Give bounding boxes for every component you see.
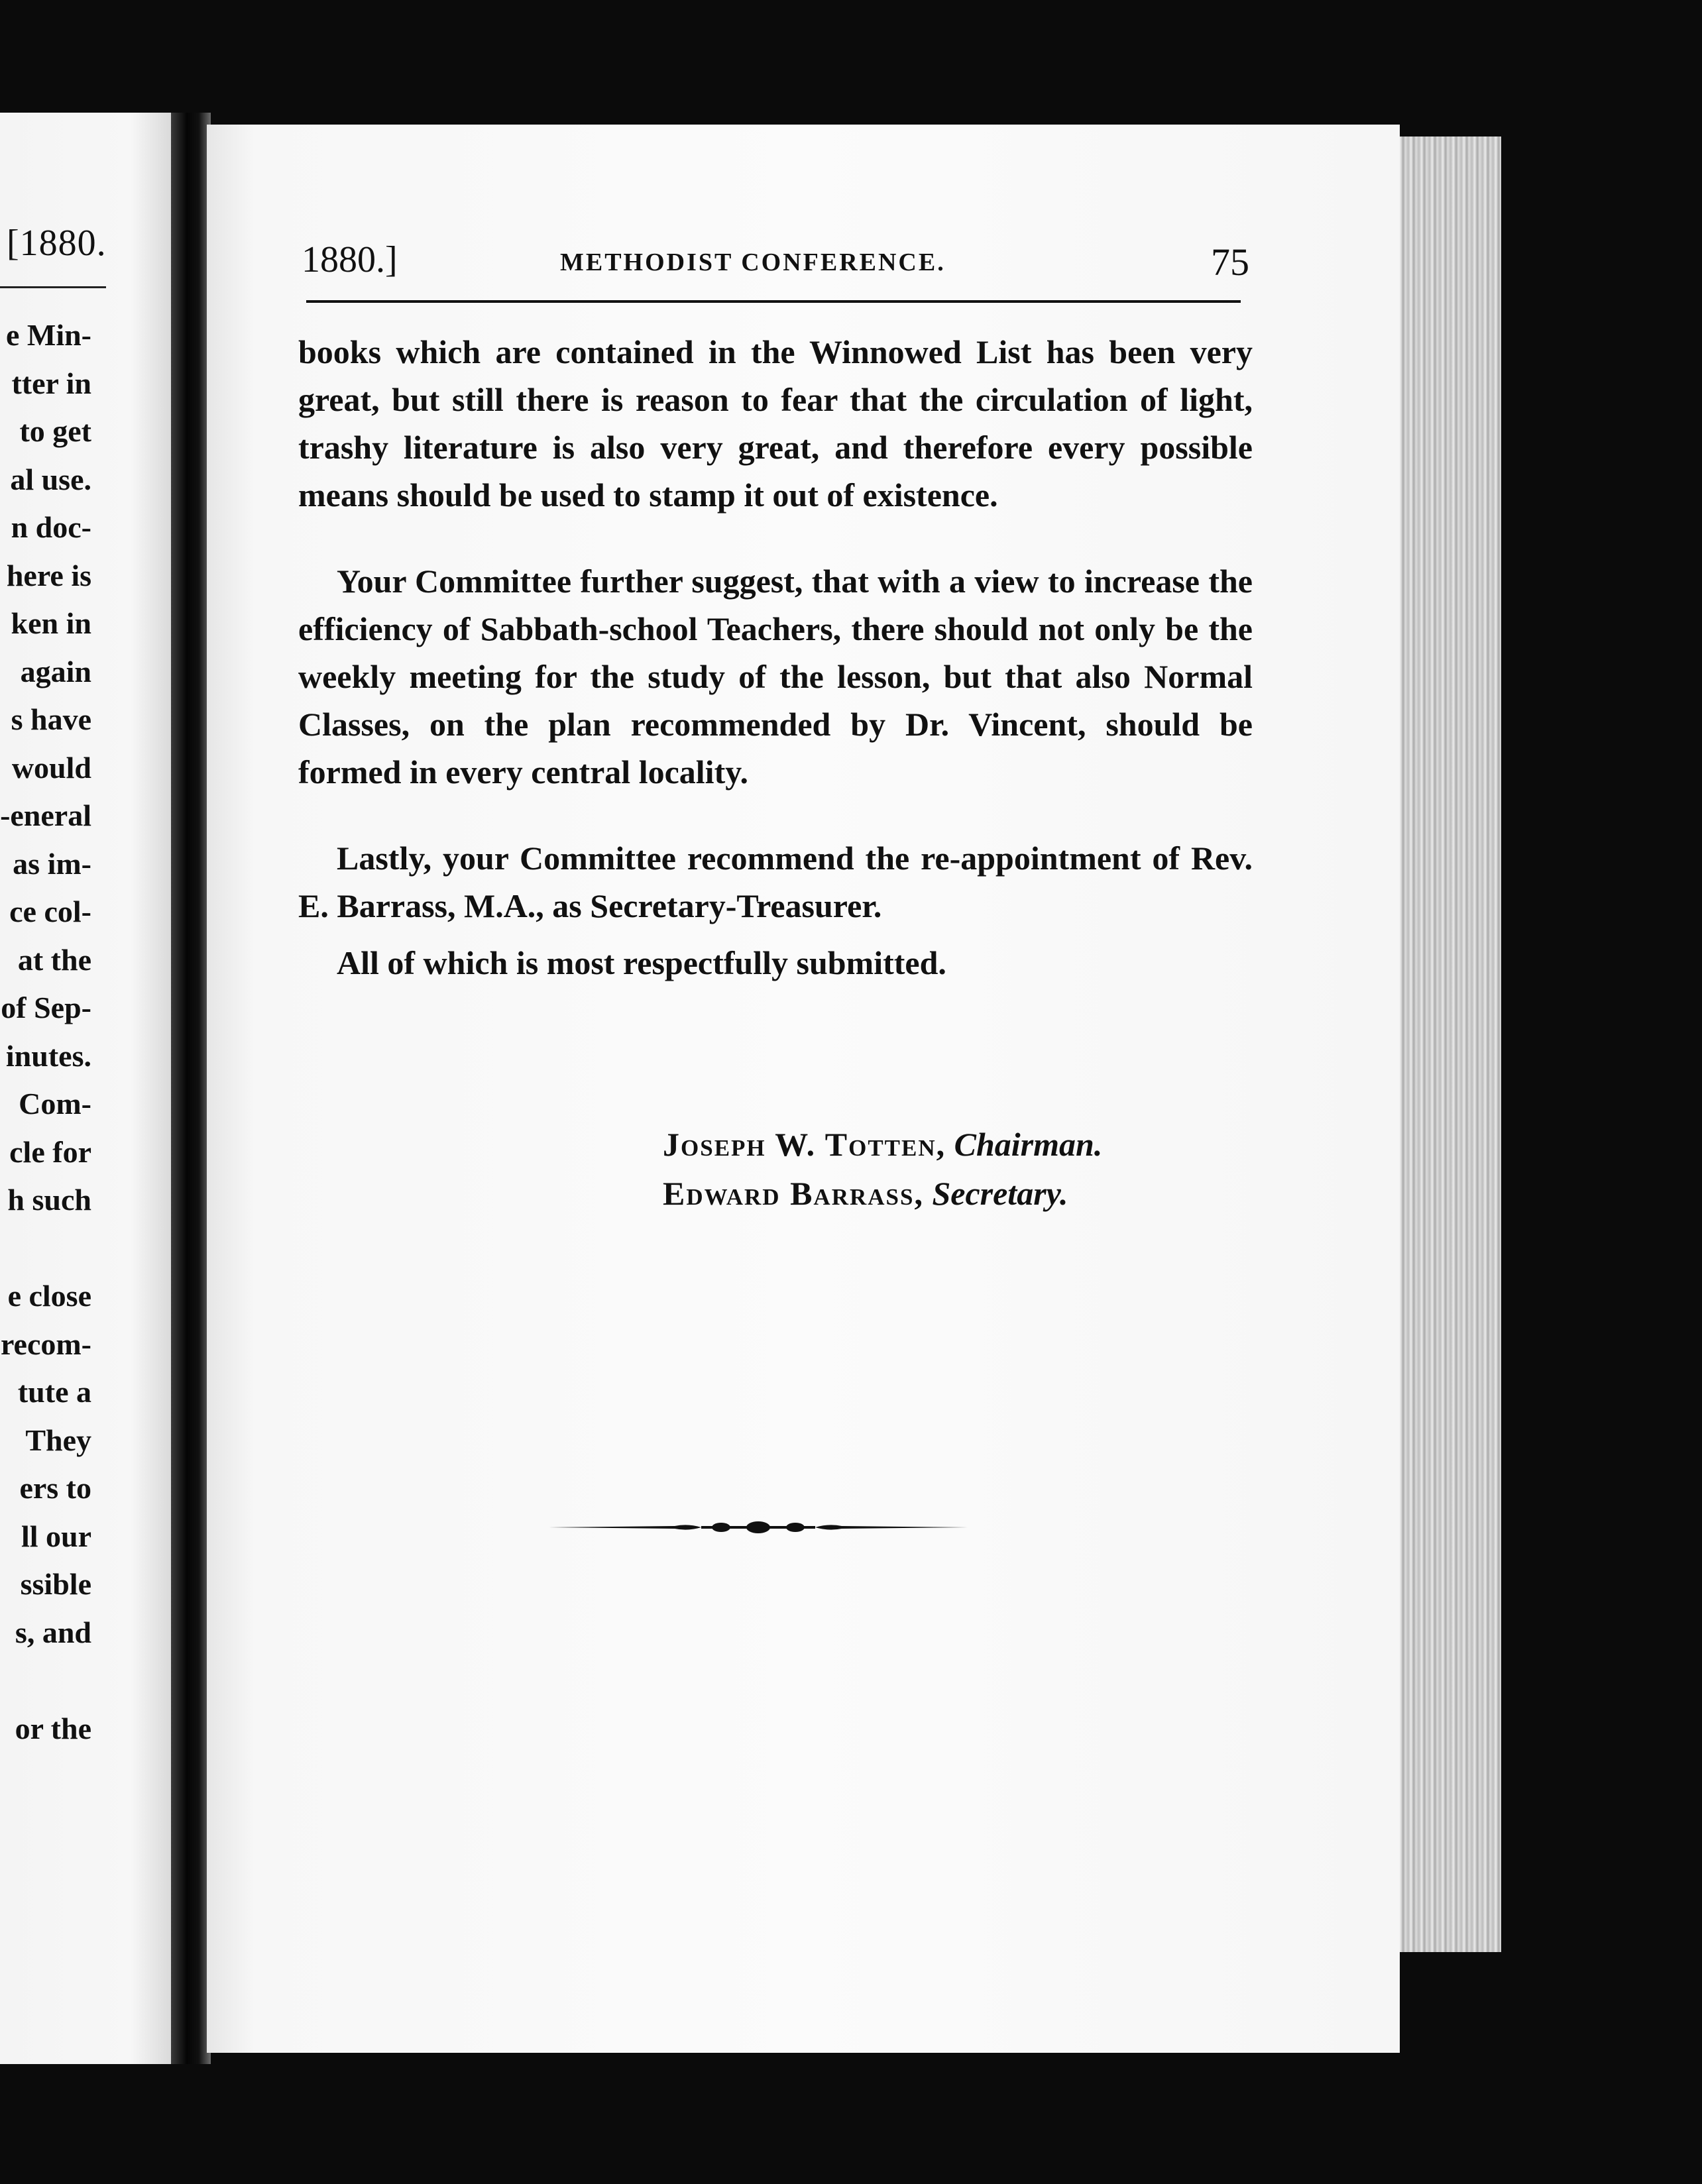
running-head-year: 1880.]	[302, 239, 398, 280]
left-page-rule	[0, 286, 106, 288]
header-rule	[306, 300, 1241, 303]
page-number: 75	[1211, 241, 1249, 284]
left-page-line: n doc-	[11, 510, 91, 544]
left-facing-page	[0, 113, 187, 2064]
body-text	[298, 328, 1253, 987]
left-page-line: ers to	[19, 1471, 91, 1505]
left-page-line: to get	[19, 414, 91, 448]
left-page-line: would	[11, 750, 91, 785]
signature-role: Secretary.	[932, 1175, 1068, 1212]
paragraph-1: books which are contained in the Winnowed List has been very great, but still there is reason to fear that the circulation of light, trashy literature is also very great, and therefore every possible means should be used to stamp it out of existence.	[298, 333, 1253, 514]
left-page-line: They	[25, 1423, 91, 1457]
left-page-line	[0, 1225, 91, 1273]
left-page-line: tute a	[17, 1375, 91, 1409]
signature-secretary	[663, 1169, 1259, 1218]
left-page-line: recom-	[0, 1327, 91, 1361]
signature-role: Chairman.	[954, 1126, 1103, 1163]
running-head-title: METHODIST CONFERENCE.	[560, 248, 946, 276]
left-page-line: e close	[7, 1279, 91, 1313]
left-page-line: ll our	[21, 1519, 91, 1553]
left-page-line	[0, 1657, 91, 1705]
left-page-line: or the	[15, 1711, 91, 1745]
left-page-line: cle for	[9, 1134, 91, 1169]
ornament-divider-icon	[549, 1518, 968, 1537]
running-head	[302, 239, 1249, 292]
paragraph-4: All of which is most respectfully submitted.	[337, 944, 946, 981]
left-page-line: again	[20, 654, 91, 688]
signatures	[663, 1120, 1259, 1218]
left-page-line: inutes.	[5, 1038, 91, 1073]
left-page-line: of Sep-	[1, 991, 91, 1024]
left-page-line: h such	[7, 1183, 91, 1217]
left-page-line: as im-	[13, 846, 91, 881]
signature-name: Joseph W. Totten,	[663, 1126, 946, 1163]
left-page-line: here is	[6, 558, 91, 592]
page-edges	[1395, 136, 1501, 1952]
left-page-line: at the	[17, 942, 91, 977]
signature-name: Edward Barrass,	[663, 1175, 924, 1212]
left-page-line: ken in	[11, 606, 91, 640]
left-page-line: al use.	[10, 462, 91, 496]
paragraph-2: Your Committee further suggest, that with a view to increase the efficiency of Sabbath-school Teachers, there should not only be the weekly meeting for the study of the lesson, but that also Normal Classes, on the plan recommended by Dr. Vincent, should be formed in every central locality.	[298, 563, 1253, 791]
left-page-line: -eneral	[0, 798, 91, 832]
book-gutter	[171, 113, 211, 2064]
signature-chairman	[663, 1120, 1259, 1169]
left-page-line: tter in	[11, 366, 91, 400]
left-page-line: s, and	[15, 1615, 91, 1649]
left-page-line: e Min-	[5, 318, 91, 352]
left-page-line: s have	[11, 702, 91, 736]
left-page-line: ce col-	[9, 895, 91, 928]
left-page-header: [1880.	[7, 223, 107, 264]
left-page-line: Com-	[19, 1087, 91, 1120]
left-page-text	[0, 311, 91, 1753]
paragraph-3: Lastly, your Committee recommend the re-appointment of Rev. E. Barrass, M.A., as Secretary-Treasurer.	[298, 840, 1253, 924]
left-page-line: ssible	[20, 1567, 91, 1601]
